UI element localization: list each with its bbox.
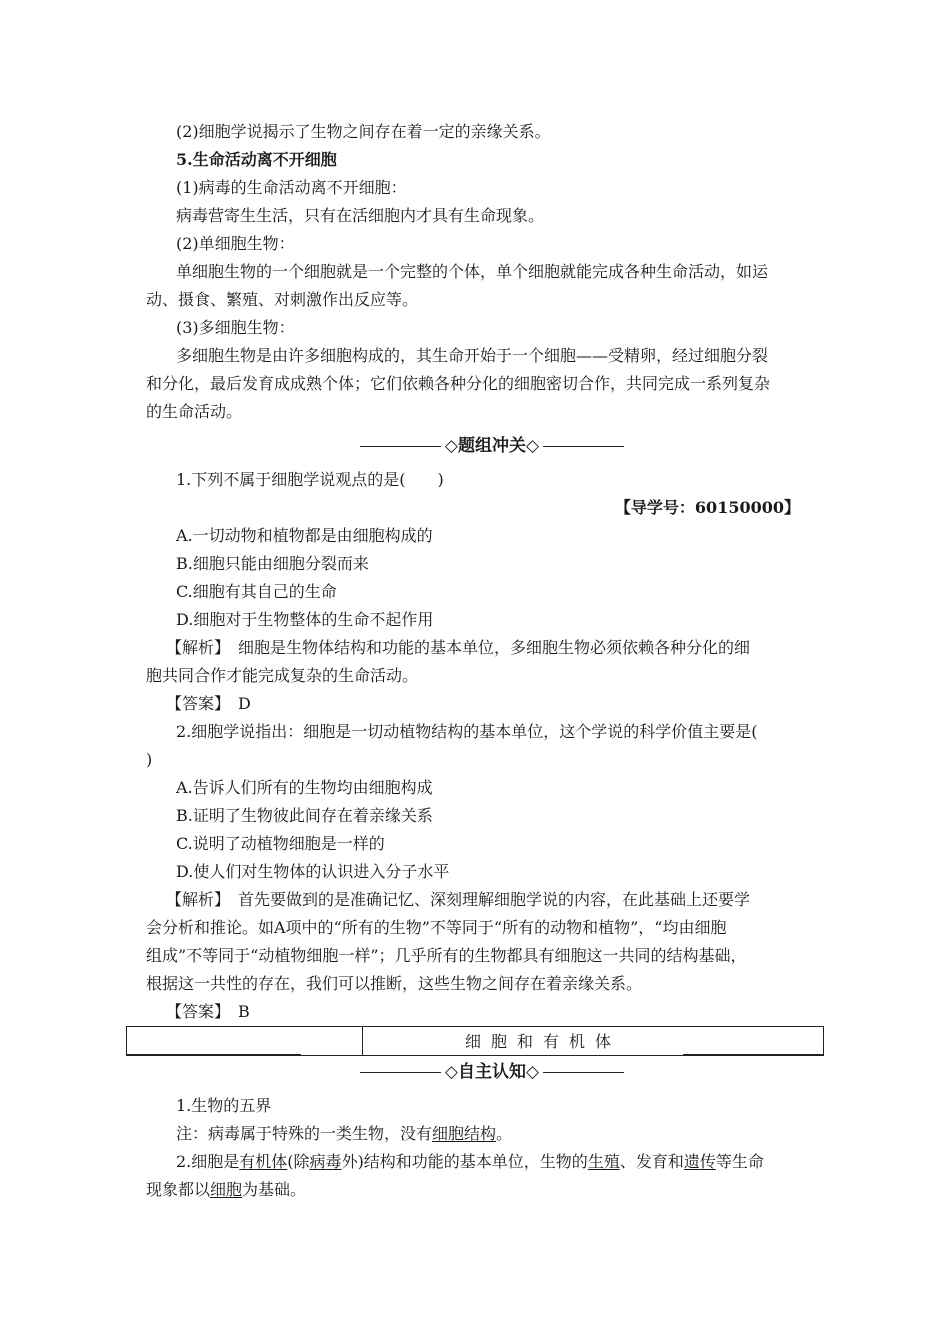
question-1-option-a: A.一切动物和植物都是由细胞构成的 (176, 526, 433, 545)
question-2-option-a: A.告诉人们所有的生物均由细胞构成 (176, 778, 433, 797)
paragraph-unicellular-line1: 单细胞生物的一个细胞就是一个完整的个体，单个细胞就能完成各种生命活动，如运 (176, 262, 769, 281)
question-2-option-b: B.证明了生物彼此间存在着亲缘关系 (176, 806, 433, 825)
question-1-analysis-line1: 【解析】 细胞是生物体结构和功能的基本单位，多细胞生物必须依赖各种分化的细 (166, 638, 751, 657)
diamond-icon: ◇ (526, 436, 540, 456)
section-divider-self-study (360, 1060, 624, 1084)
underlined-answer: 细胞结构 (432, 1124, 497, 1143)
subheading-multicellular: (3)多细胞生物： (176, 318, 295, 337)
paragraph-virus: 病毒营寄生生活，只有在活细胞内才具有生命现象。 (176, 206, 545, 225)
diamond-icon: ◇ (444, 1062, 458, 1082)
diamond-icon: ◇ (526, 1062, 540, 1082)
question-2-option-d: D.使人们对生物体的认识进入分子水平 (176, 862, 450, 881)
question-1-answer: 【答案】 D (166, 694, 251, 713)
table-underline-right (683, 1054, 823, 1055)
question-2-answer: 【答案】 B (166, 1002, 250, 1021)
question-2-analysis-line3: 组成”不等同于“动植物细胞一样”；几乎所有的生物都具有细胞这一共同的结构基础， (146, 946, 747, 965)
diamond-icon: ◇ (444, 436, 458, 456)
paragraph-multicellular-line2: 和分化，最后发育成成熟个体；它们依赖各种分化的细胞密切合作，共同完成一系列复杂 (146, 374, 771, 393)
paragraph-cell-basic-unit-line2: 现象都以细胞为基础。 (146, 1180, 307, 1199)
paragraph-multicellular-line3: 的生命活动。 (146, 402, 243, 421)
section-divider-practice (360, 434, 624, 458)
question-2-stem-line2: ) (146, 750, 153, 769)
paragraph-cell-theory-kinship: (2)细胞学说揭示了生物之间存在着一定的亲缘关系。 (176, 122, 551, 141)
heading-five-kingdoms: 1.生物的五界 (176, 1096, 272, 1115)
question-2-stem-line1: 2.细胞学说指出：细胞是一切动植物结构的基本单位，这个学说的科学价值主要是( (176, 722, 758, 741)
question-1-option-b: B.细胞只能由细胞分裂而来 (176, 554, 369, 573)
question-1-reference-number: 【导学号：60150000】 (614, 498, 800, 517)
heading-life-activity: 5.生命活动离不开细胞 (176, 150, 337, 169)
question-2-analysis-line4: 根据这一共性的存在，我们可以推断，这些生物之间存在着亲缘关系。 (146, 974, 643, 993)
section-title-self-study: 自主认知 (458, 1062, 526, 1082)
question-2-option-c: C.说明了动植物细胞是一样的 (176, 834, 385, 853)
subheading-virus: (1)病毒的生命活动离不开细胞： (176, 178, 407, 197)
underlined-answer: 病毒 (309, 1152, 342, 1171)
chapter-title: 细胞和有机体 (464, 1032, 621, 1051)
underlined-answer: 细胞 (210, 1180, 243, 1199)
question-1-option-d: D.细胞对于生物整体的生命不起作用 (176, 610, 434, 629)
subheading-unicellular: (2)单细胞生物： (176, 234, 295, 253)
table-underline-left (127, 1054, 301, 1055)
question-1-option-c: C.细胞有其自己的生命 (176, 582, 337, 601)
paragraph-multicellular-line1: 多细胞生物是由许多细胞构成的，其生命开始于一个细胞——受精卵，经过细胞分裂 (176, 346, 769, 365)
chapter-title-table (126, 1026, 824, 1056)
question-1-analysis-line2: 胞共同合作才能完成复杂的生命活动。 (146, 666, 419, 685)
underlined-answer: 有机体 (239, 1152, 288, 1171)
underlined-answer: 遗传 (683, 1152, 716, 1171)
question-2-analysis-line1: 【解析】 首先要做到的是准确记忆、深刻理解细胞学说的内容，在此基础上还要学 (166, 890, 751, 909)
paragraph-unicellular-line2: 动、摄食、繁殖、对刺激作出反应等。 (146, 290, 419, 309)
note-virus: 注：病毒属于特殊的一类生物，没有细胞结构。 (176, 1124, 513, 1143)
underlined-answer: 生殖 (587, 1152, 620, 1171)
paragraph-cell-basic-unit-line1: 2.细胞是有机体(除病毒外)结构和功能的基本单位，生物的生殖、发育和遗传等生命 (176, 1152, 764, 1171)
section-title-practice: 题组冲关 (458, 436, 526, 456)
question-1-stem: 1.下列不属于细胞学说观点的是( ) (176, 470, 444, 489)
question-2-analysis-line2: 会分析和推论。如A项中的“所有的生物”不等同于“所有的动物和植物”，“均由细胞 (146, 918, 727, 937)
